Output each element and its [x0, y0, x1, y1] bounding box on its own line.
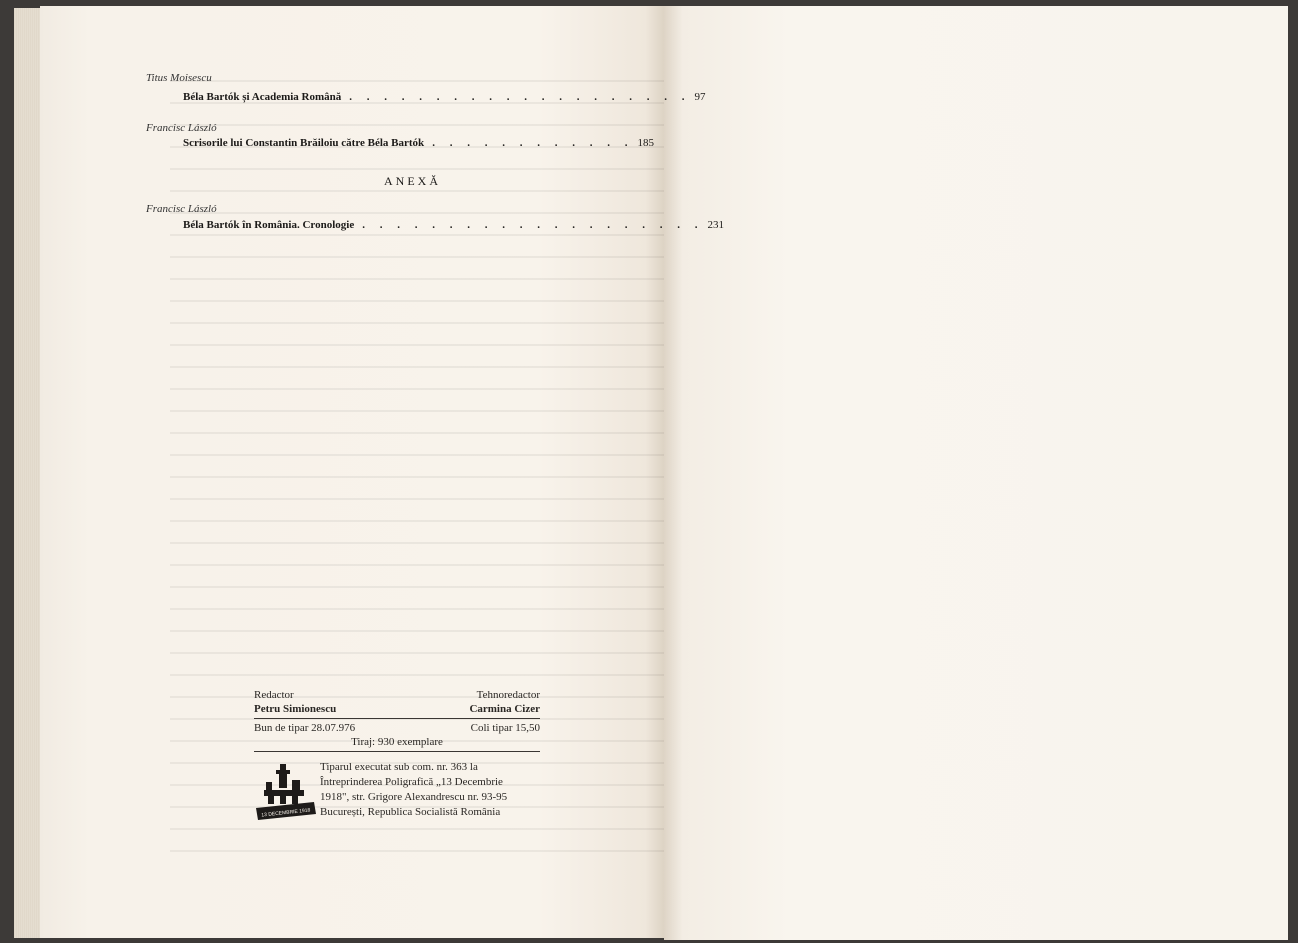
toc-entry — [183, 219, 724, 235]
toc-title: Béla Bartók în România. Cronologie — [183, 219, 355, 231]
toc-page-number: 185 — [637, 137, 654, 149]
toc-title: Scrisorile lui Constantin Brăiloiu către Béla Bartók — [183, 137, 425, 149]
redactor-name: Petru Simionescu — [254, 703, 337, 715]
colophon — [254, 688, 540, 824]
right-page — [664, 6, 1288, 940]
divider — [254, 751, 540, 752]
printer-block — [254, 760, 540, 824]
redactor-label: Redactor — [254, 689, 294, 701]
coli-tipar: Coli tipar 15,50 — [470, 722, 540, 734]
toc-entry — [183, 137, 654, 153]
toc-author: Francisc László — [146, 203, 217, 215]
toc-leader-dots: . . . . . . . . . . . . . . . . . . . . — [362, 219, 704, 231]
toc-author: Titus Moisescu — [146, 72, 212, 84]
logo-text: 13 DECEMBRIE 1918 — [261, 807, 311, 819]
printing-house-logo-icon — [254, 760, 318, 824]
toc-title: Béla Bartók și Academia Română — [183, 91, 342, 103]
printer-line: București, Republica Socialistă România — [320, 806, 501, 818]
printer-line: Întreprinderea Poligrafică „13 Decembrie — [320, 776, 503, 788]
toc-leader-dots: . . . . . . . . . . . . — [432, 137, 634, 149]
toc-page-number: 231 — [707, 219, 724, 231]
toc-entry — [183, 91, 706, 107]
printer-line: 1918", str. Grigore Alexandrescu nr. 93-95 — [320, 791, 508, 803]
toc-author: Francisc László — [146, 122, 217, 134]
printer-info — [318, 760, 540, 824]
toc-page-number: 97 — [694, 91, 706, 103]
printer-line: Tiparul executat sub com. nr. 363 la — [320, 761, 478, 773]
bun-de-tipar: Bun de tipar 28.07.976 — [254, 722, 356, 734]
tehnoredactor-name: Carmina Cizer — [469, 703, 540, 715]
toc-leader-dots: . . . . . . . . . . . . . . . . . . . . — [349, 91, 691, 103]
divider — [254, 718, 540, 719]
appendix-heading: ANEXĂ — [384, 174, 441, 188]
tehnoredactor-label: Tehnoredactor — [476, 689, 540, 701]
tiraj: Tiraj: 930 exemplare — [351, 736, 443, 748]
